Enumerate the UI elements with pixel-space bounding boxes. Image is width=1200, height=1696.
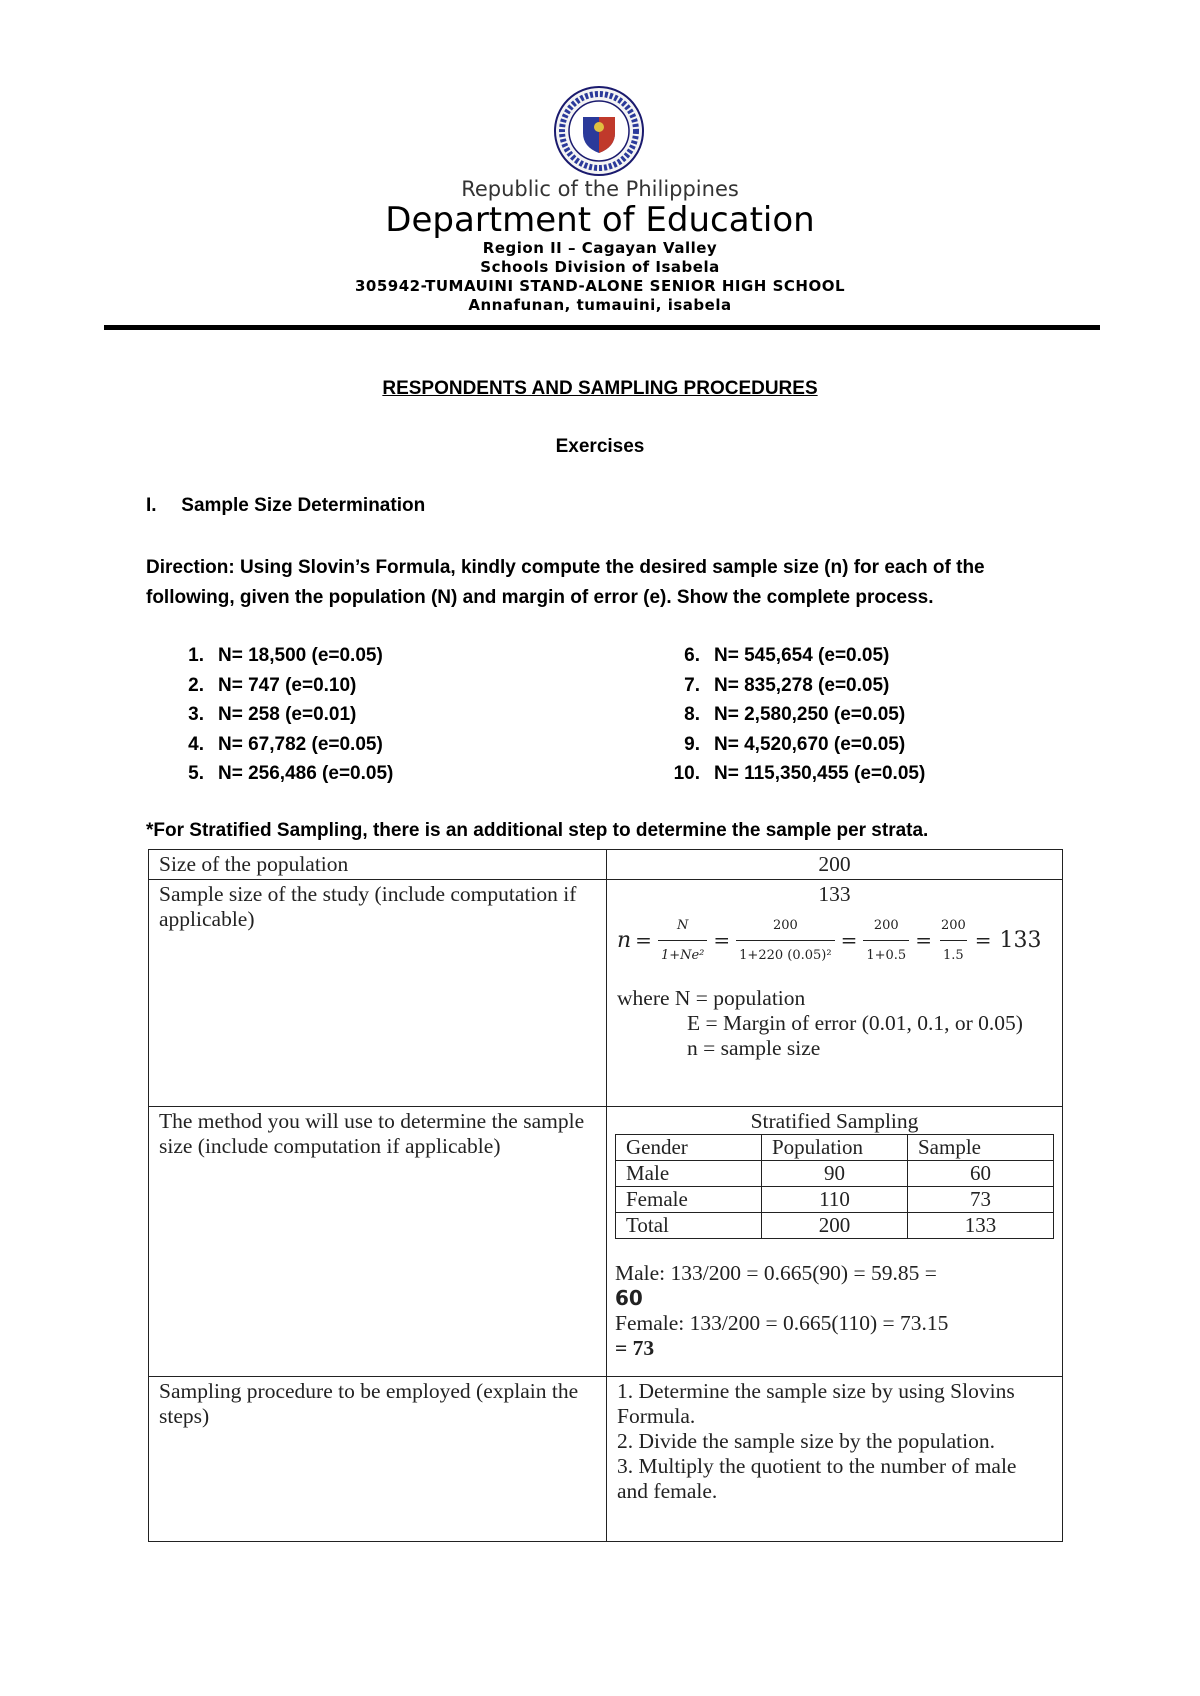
table-row [149, 880, 1063, 1107]
sample-size-value: 133 [818, 882, 851, 906]
list-item: 8. N= 2,580,250 (e=0.05) [684, 704, 906, 725]
population-value: 200 [607, 850, 1063, 880]
table-row: Total 200 133 [616, 1213, 1054, 1239]
list-item: 4. N= 67,782 (e=0.05) [188, 733, 383, 755]
division-label: Schools Division of Isabela [480, 258, 720, 276]
where-line-2: E = Margin of error (0.01, 0.1, or 0.05) [687, 1011, 1023, 1035]
procedure-step: 2. Divide the sample size by the population. [617, 1429, 995, 1453]
population-label: Size of the population [149, 850, 607, 880]
sampling-table [148, 849, 1063, 1542]
problem-list-left [168, 641, 393, 789]
table-row: Male 90 60 [616, 1161, 1054, 1187]
school-label: 305942-TUMAUINI STAND-ALONE SENIOR HIGH SCHOOL [355, 277, 845, 295]
table-row [149, 1377, 1063, 1542]
address-label: Annafunan, tumauini, isabela [468, 296, 732, 314]
list-item: 2. N= 747 (e=0.10) [188, 674, 357, 696]
header-divider [104, 325, 1100, 330]
document-title: RESPONDENTS AND SAMPLING PROCEDURES [382, 378, 818, 399]
direction-text: Direction: Using Slovin’s Formula, kindly compute the desired sample size (n) for each of the following, given the population (N) and margin of error (e). Show the complete process. [146, 557, 985, 608]
table-row: Gender Population Sample [616, 1135, 1054, 1161]
method-label: The method you will use to determine the sample size (include computation if applicable) [149, 1107, 607, 1377]
exercises-heading: Exercises [555, 436, 645, 457]
method-title: Stratified Sampling [750, 1109, 919, 1133]
list-item: 9. N= 4,520,670 (e=0.05) [684, 733, 906, 755]
sample-size-cell [607, 880, 1063, 1107]
deped-seal-logo [553, 85, 645, 177]
where-line-1: where N = population [617, 986, 806, 1010]
female-computation: Female: 133/200 = 0.665(110) = 73.15 = 73 [615, 1311, 949, 1360]
problem-list-right [664, 641, 925, 789]
procedure-step: 3. Multiply the quotient to the number of male and female. [617, 1454, 1017, 1503]
procedure-label: Sampling procedure to be employed (explain the steps) [149, 1377, 607, 1542]
procedure-steps [607, 1377, 1063, 1542]
list-item: 6. N= 545,654 (e=0.05) [684, 645, 890, 666]
table-row: Female 110 73 [616, 1187, 1054, 1213]
republic-label: Republic of the Philippines [461, 177, 739, 201]
section-number: I. [146, 495, 157, 516]
list-item: 5. N= 256,486 (e=0.05) [188, 763, 394, 784]
region-label: Region II – Cagayan Valley [482, 239, 718, 257]
department-title: Department of Education [385, 200, 815, 240]
method-cell [607, 1107, 1063, 1377]
section-heading [146, 495, 425, 517]
list-item: 3. N= 258 (e=0.01) [188, 704, 357, 725]
list-item: 10. N= 115,350,455 (e=0.05) [673, 763, 926, 784]
stratified-note: *For Stratified Sampling, there is an additional step to determine the sample per strata. [146, 820, 929, 841]
strata-table [615, 1134, 1054, 1239]
list-item: 1. N= 18,500 (e=0.05) [188, 645, 383, 666]
slovin-formula: n = $\frac{N}{\text{1+Ne²}}$ = $\frac{200}{\text{1+220 (0.05)²}}$ = $\frac{200}{1+0.5}$ = $\frac{200}{1.5}$ = 133 [617, 913, 1052, 968]
where-line-3: n = sample size [687, 1036, 821, 1060]
procedure-step: 1. Determine the sample size by using Slovins Formula. [617, 1379, 1015, 1428]
list-item: 7. N= 835,278 (e=0.05) [684, 674, 890, 696]
table-row [149, 1107, 1063, 1377]
section-title: Sample Size Determination [181, 495, 426, 516]
sample-size-label: Sample size of the study (include computation if applicable) [149, 880, 607, 1107]
table-row [149, 850, 1063, 880]
male-computation: Male: 133/200 = 0.665(90) = 59.85 = 60 [615, 1261, 937, 1310]
